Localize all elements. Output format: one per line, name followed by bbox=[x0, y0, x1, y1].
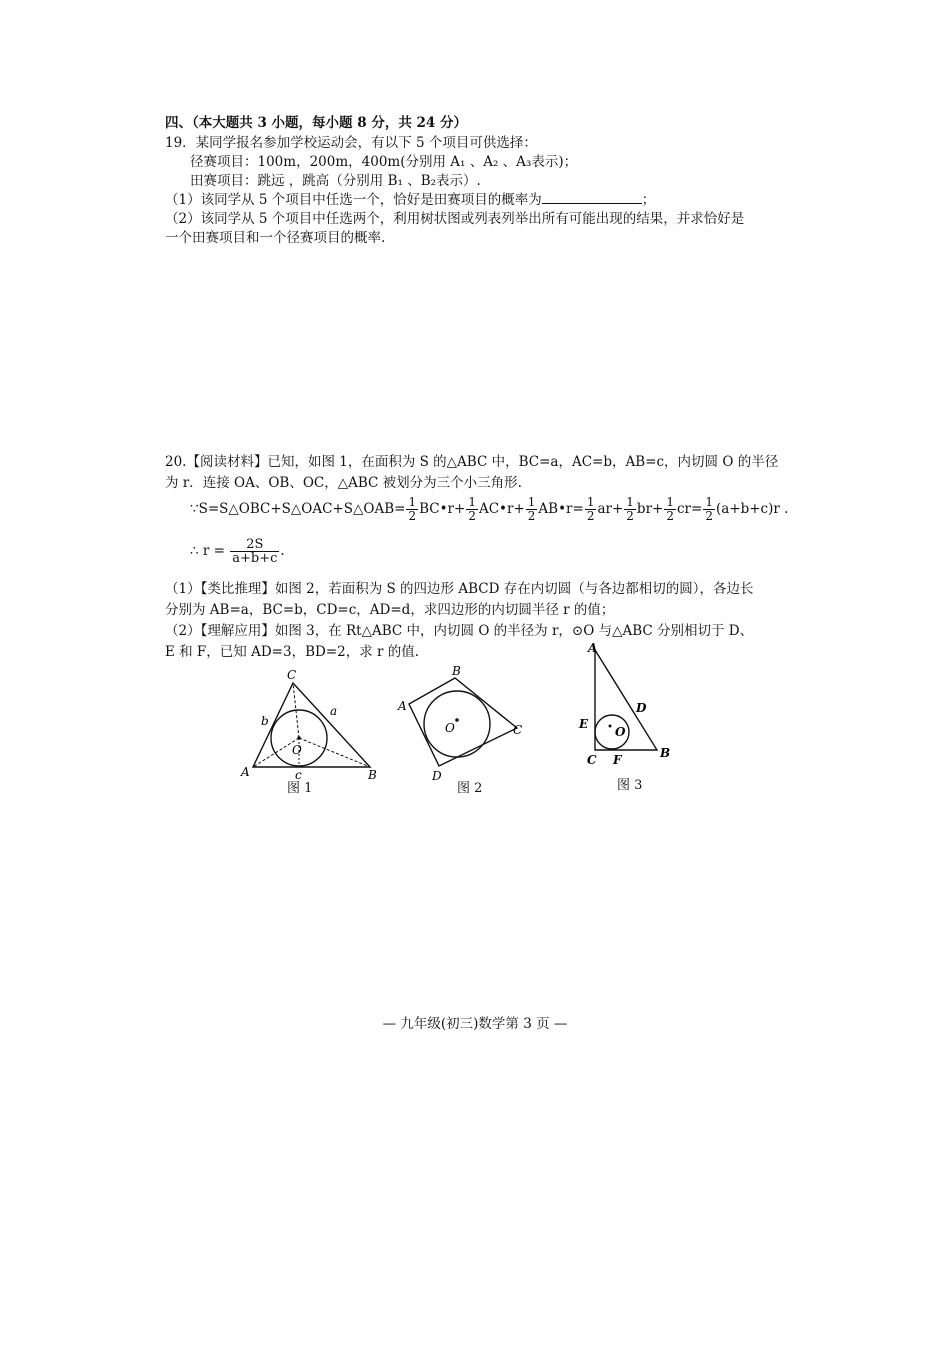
svg-text:O: O bbox=[615, 725, 626, 739]
incircle bbox=[424, 691, 490, 757]
svg-text:B: B bbox=[660, 746, 671, 760]
svg-text:A: A bbox=[398, 699, 407, 713]
fraction: $\frac{1}{2}$ bbox=[468, 495, 476, 523]
svg-text:C: C bbox=[513, 723, 523, 737]
figure-1 bbox=[235, 665, 395, 795]
figure-3-caption: 图 3 bbox=[617, 778, 643, 793]
svg-text:D: D bbox=[636, 701, 647, 715]
radius-formula: ∴ r = $\frac{2S}{a+b+c}$ . bbox=[190, 537, 285, 566]
radius-fraction: $\frac{2S}{a+b+c}$ bbox=[232, 537, 278, 566]
q19-part1 bbox=[165, 191, 655, 209]
right-triangle-abc bbox=[595, 650, 657, 750]
svg-text:C: C bbox=[287, 668, 297, 682]
q19-part2-line2: 一个田赛项目和一个径赛项目的概率. bbox=[165, 230, 386, 246]
svg-text:c: c bbox=[295, 768, 302, 782]
formula-prefix: ∵S=S△OBC+S△OAC+S△OAB= bbox=[190, 501, 406, 517]
svg-text:A: A bbox=[241, 765, 250, 779]
q19-field-items: 田赛项目：跳远 ，跳高（分别用 B₁ 、B₂表示）. bbox=[190, 173, 481, 189]
page-footer: — 九年级(初三)数学第 3 页 — bbox=[382, 1016, 568, 1032]
fraction: $\frac{1}{2}$ bbox=[705, 495, 713, 523]
q20-line1: 20.【阅读材料】已知，如图 1，在面积为 S 的△ABC 中，BC=a，AC=b，AB=c，内切圆 O 的半径 bbox=[165, 454, 779, 470]
svg-text:B: B bbox=[368, 768, 377, 782]
q19-track-items: 径赛项目：100m，200m，400m(分别用 A₁ 、A₂ 、A₃表示)； bbox=[190, 154, 578, 170]
q20-line2: 为 r．连接 OA、OB、OC，△ABC 被划分为三个小三角形. bbox=[165, 475, 522, 491]
svg-text:D: D bbox=[432, 769, 442, 783]
q20-part1-line1: （1）【类比推理】如图 2，若面积为 S 的四边形 ABCD 存在内切圆（与各边都相切的圆），各边长 bbox=[165, 581, 754, 597]
q19-part1-end: ； bbox=[641, 192, 656, 208]
svg-text:F: F bbox=[613, 753, 622, 767]
svg-text:E: E bbox=[579, 717, 589, 731]
figure-3 bbox=[575, 640, 685, 793]
svg-text:O: O bbox=[292, 743, 302, 757]
svg-text:b: b bbox=[261, 714, 269, 728]
svg-text:B: B bbox=[452, 664, 461, 678]
area-formula: ∵S=S△OBC+S△OAC+S△OAB= $\frac{1}{2}$ BC•r+ $\frac{1}{2}$ AC•r+ $\frac{1}{2}$ AB•r= $\frac{1}{2}$ ar+ $\frac{1}{2}$ br+ $\frac{1}{2}$ cr= $\frac{1}{2}$ (a+b+c)r . bbox=[190, 495, 789, 523]
fraction: $\frac{1}{2}$ bbox=[527, 495, 536, 523]
figure-1-caption: 图 1 bbox=[287, 781, 313, 796]
svg-text:a: a bbox=[330, 704, 338, 718]
q20-part2-line1: （2）【理解应用】如图 3，在 Rt△ABC 中，内切圆 O 的半径为 r，⊙O 与△ABC 分别相切于 D、 bbox=[165, 623, 754, 639]
svg-text:C: C bbox=[587, 753, 597, 767]
fraction: $\frac{1}{2}$ bbox=[586, 495, 595, 523]
q20-part1-line2: 分别为 AB=a，BC=b，CD=c，AD=d，求四边形的内切圆半径 r 的值； bbox=[165, 602, 615, 618]
section-header: 四、（本大题共 3 小题，每小题 8 分，共 24 分） bbox=[165, 115, 468, 131]
figure-2 bbox=[395, 662, 535, 796]
svg-text:O: O bbox=[445, 721, 455, 735]
fraction: $\frac{1}{2}$ bbox=[666, 495, 674, 523]
q20-part2-line2: E 和 F，已知 AD=3，BD=2，求 r 的值. bbox=[165, 644, 420, 660]
radius-prefix: ∴ r = bbox=[190, 543, 225, 559]
triangle-abc bbox=[253, 683, 370, 767]
figure-2-caption: 图 2 bbox=[457, 781, 483, 796]
svg-text:A: A bbox=[588, 641, 598, 655]
fraction: $\frac{1}{2}$ bbox=[626, 495, 634, 523]
q19-part2-line1: （2）该同学从 5 个项目中任选两个，利用树状图或列表列举出所有可能出现的结果，并求恰好是 bbox=[165, 211, 745, 227]
q19-intro: 19．某同学报名参加学校运动会，有以下 5 个项目可供选择： bbox=[165, 135, 537, 151]
fraction: $\frac{1}{2}$ bbox=[408, 495, 417, 523]
q19-part1-text: （1）该同学从 5 个项目中任选一个，恰好是田赛项目的概率为 bbox=[165, 192, 542, 208]
answer-blank bbox=[542, 191, 642, 204]
